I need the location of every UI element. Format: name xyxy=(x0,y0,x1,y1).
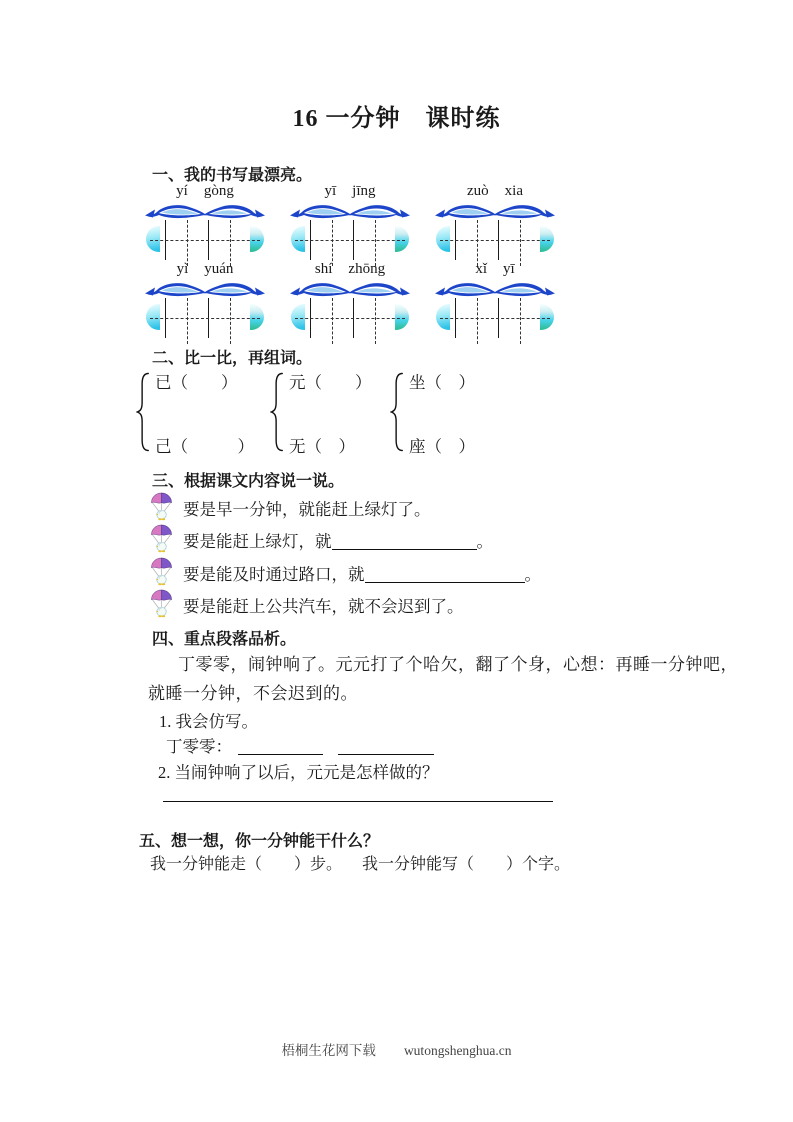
curly-brace-icon xyxy=(390,366,404,458)
curly-brace-icon xyxy=(136,366,150,458)
wave-decoration-icon xyxy=(290,281,410,298)
pinyin-label xyxy=(145,183,265,203)
tian-grid xyxy=(290,203,410,269)
water-blob-icon xyxy=(436,304,450,330)
wave-decoration-icon xyxy=(145,281,265,298)
water-blob-icon xyxy=(146,226,160,252)
say-item-text: 要是能赶上公共汽车，就不会迟到了。 xyxy=(183,597,464,616)
footer xyxy=(0,1039,793,1059)
section1-heading: 一、我的书写最漂亮。 xyxy=(152,167,313,184)
water-blob-icon xyxy=(146,304,160,330)
writing-grid-unit xyxy=(435,183,555,269)
pinyin-syllable: xia xyxy=(504,183,523,199)
writing-grid-unit xyxy=(290,261,410,347)
pinyin-syllable: yī xyxy=(503,261,515,277)
tian-grid xyxy=(145,281,265,347)
pinyin-label xyxy=(435,183,555,203)
water-blob-icon xyxy=(395,304,409,330)
grid-midline xyxy=(150,318,260,319)
paragraph-line: 就睡一分钟，不会迟到的。 xyxy=(148,684,358,703)
answer-line xyxy=(163,801,553,802)
think-phrase-1: 我一分钟能走（ ）步。 xyxy=(150,856,343,873)
pinyin-syllable: yì xyxy=(176,261,189,277)
pinyin-syllable: zuò xyxy=(467,183,489,199)
imitate-label: 丁零零： xyxy=(166,737,232,756)
say-item-text: 要是能及时通过路口，就 。 xyxy=(183,565,541,584)
say-item xyxy=(150,596,464,618)
pinyin-syllable: jīng xyxy=(352,183,376,199)
say-item xyxy=(150,564,541,586)
reading-paragraph xyxy=(148,650,768,708)
say-item xyxy=(150,499,431,521)
word-pair-top: 元（ ） xyxy=(289,373,372,392)
grid-midline xyxy=(295,318,405,319)
writing-grid-unit xyxy=(145,261,265,347)
grid-midline xyxy=(295,240,405,241)
writing-grid-unit xyxy=(145,183,265,269)
page-title: 16 一分钟 课时练 xyxy=(292,106,501,132)
water-blob-icon xyxy=(540,304,554,330)
grid-midline xyxy=(440,318,550,319)
pinyin-syllable: shí xyxy=(314,261,333,277)
section4-heading: 四、重点段落品析。 xyxy=(152,631,297,648)
pinyin-label xyxy=(145,261,265,281)
question-1: 1. 我会仿写。 xyxy=(159,712,258,731)
word-pair-bottom: 座（ ） xyxy=(409,437,475,456)
pinyin-syllable: xǐ xyxy=(475,261,487,277)
water-blob-icon xyxy=(250,226,264,252)
pinyin-label xyxy=(290,261,410,281)
water-blob-icon xyxy=(395,226,409,252)
word-pair-group xyxy=(136,366,254,458)
parachute-duck-icon xyxy=(150,589,173,618)
parachute-duck-icon xyxy=(150,524,173,553)
pinyin-syllable: yuán xyxy=(204,261,234,277)
pinyin-syllable: gòng xyxy=(203,183,234,199)
say-item-text: 要是能赶上绿灯，就 。 xyxy=(183,532,493,551)
footer-site-url: wutongshenghua.cn xyxy=(403,1043,512,1058)
tian-grid xyxy=(145,203,265,269)
wave-decoration-icon xyxy=(435,203,555,220)
word-pair-bottom: 己（ ） xyxy=(155,437,254,456)
pinyin-label xyxy=(290,183,410,203)
wave-decoration-icon xyxy=(435,281,555,298)
fill-in-blank xyxy=(332,532,477,550)
writing-grid-unit xyxy=(435,261,555,347)
water-blob-icon xyxy=(291,304,305,330)
footer-site-name: 梧桐生花网下载 xyxy=(281,1043,376,1058)
tian-grid xyxy=(435,281,555,347)
fill-in-blank xyxy=(238,737,323,755)
curly-brace-icon xyxy=(270,366,284,458)
fill-in-blank xyxy=(365,565,525,583)
question-2: 2. 当闹钟响了以后，元元是怎样做的？ xyxy=(158,763,439,782)
section5-heading: 五、想一想，你一分钟能干什么？ xyxy=(139,833,380,850)
grid-midline xyxy=(440,240,550,241)
word-pair-bottom: 无（ ） xyxy=(289,437,355,456)
water-blob-icon xyxy=(291,226,305,252)
pinyin-syllable: yī xyxy=(324,183,337,199)
wave-decoration-icon xyxy=(145,203,265,220)
writing-grid-row-1 xyxy=(145,183,555,269)
writing-grid-row-2 xyxy=(145,261,555,347)
section3-heading: 三、根据课文内容说一说。 xyxy=(152,473,345,490)
section2-heading: 二、比一比，再组词。 xyxy=(152,350,313,367)
pinyin-syllable: zhōng xyxy=(348,261,386,277)
water-blob-icon xyxy=(436,226,450,252)
fill-in-blank xyxy=(338,737,434,755)
pinyin-label xyxy=(435,261,555,281)
word-pair-top: 坐（ ） xyxy=(409,373,475,392)
paragraph-line: 丁零零，闹钟响了。元元打了个哈欠，翻了个身，心想：再睡一分钟吧， xyxy=(178,655,738,674)
parachute-duck-icon xyxy=(150,557,173,586)
tian-grid xyxy=(290,281,410,347)
water-blob-icon xyxy=(540,226,554,252)
water-blob-icon xyxy=(250,304,264,330)
grid-midline xyxy=(150,240,260,241)
pinyin-syllable: yí xyxy=(176,183,188,199)
parachute-duck-icon xyxy=(150,492,173,521)
word-pair-top: 已（ ） xyxy=(155,373,238,392)
think-line xyxy=(150,851,570,874)
writing-grid-unit xyxy=(290,183,410,269)
tian-grid xyxy=(435,203,555,269)
think-phrase-2: 我一分钟能写（ ）个字。 xyxy=(362,856,571,873)
say-item xyxy=(150,531,493,553)
wave-decoration-icon xyxy=(290,203,410,220)
imitate-line xyxy=(166,733,434,757)
say-item-text: 要是早一分钟，就能赶上绿灯了。 xyxy=(183,500,431,519)
word-pair-group xyxy=(390,366,475,458)
word-pair-group xyxy=(270,366,372,458)
